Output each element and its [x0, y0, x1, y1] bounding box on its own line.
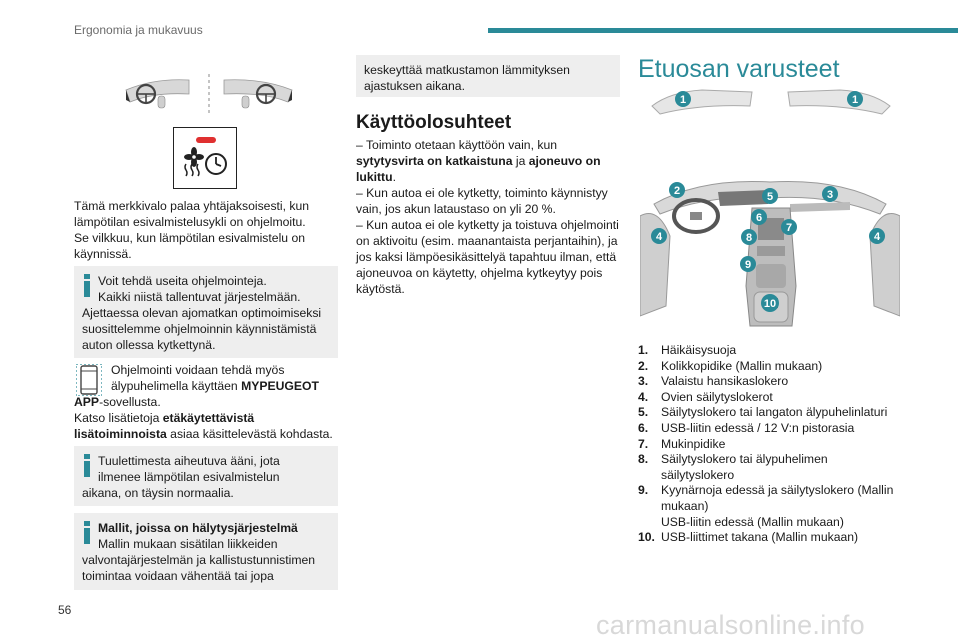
- callout-1-right: 1: [851, 94, 859, 106]
- list-item: 5. Säilytyslokero tai langaton älypuhelinlaturi: [638, 405, 888, 420]
- equipment-list: [638, 343, 908, 546]
- callout-10: 10: [763, 298, 777, 310]
- callout-4-left: 4: [655, 231, 663, 243]
- list-item: 1. Häikäisysuoja: [638, 343, 737, 357]
- list-item: 9. Kyynärnoja edessä ja säilytyslokero (Mallin mukaan) USB-liitin edessä (Mallin mukaan): [638, 483, 894, 529]
- list-item: 2. Kolikkopidike (Mallin mukaan): [638, 358, 823, 373]
- callout-6: 6: [755, 212, 763, 224]
- info-icon: [82, 454, 92, 478]
- steering-position-illustration: [124, 72, 294, 116]
- front-equipment-heading: Etuosan varusteet: [638, 55, 840, 83]
- info-icon: [82, 521, 92, 545]
- callout-8: 8: [745, 232, 753, 244]
- preconditioning-warning-lamp-icon: [173, 127, 237, 189]
- note-continuation: keskeyttää matkustamon lämmityksen ajastuksen aikana.: [356, 55, 620, 97]
- list-item: 4. Ovien säilytyslokerot: [638, 389, 773, 404]
- callout-2: 2: [673, 185, 681, 197]
- list-item: 6. USB-liitin edessä / 12 V:n pistorasia: [638, 420, 855, 435]
- list-item: 8. Säilytyslokero tai älypuhelimen säilytyslokero: [638, 452, 828, 482]
- lamp-description: Tämä merkkivalo palaa yhtäjaksoisesti, kun lämpötilan esivalmistelusykli on ohjelmoitu. Se vilkkuu, kun lämpötilan esivalmistelu on käynnissä.: [74, 199, 310, 261]
- callout-3: 3: [826, 189, 834, 201]
- callout-4-right: 4: [873, 231, 881, 243]
- info-note-alarm-models: Mallit, joissa on hälytysjärjestelmä Mallin mukaan sisätilan liikkeiden valvontajärjestelmän ja kallistustunnistimen toimintaa voidaan vähentää tai jopa: [74, 513, 338, 590]
- smartphone-app-note: Ohjelmointi voidaan tehdä myös älypuhelimella käyttäen MYPEUGEOT APP-sovellusta. Katso lisätietoja etäkäytettävistä lisätoiminnoista asiaa käsittelevästä kohdasta.: [74, 363, 333, 441]
- page-number: 56: [58, 603, 72, 617]
- watermark: carmanualsonline.info: [596, 610, 865, 640]
- list-item: 10. USB-liittimet takana (Mallin mukaan): [638, 530, 859, 545]
- smartphone-icon: [76, 364, 102, 396]
- list-item: 7. Mukinpidike: [638, 436, 726, 451]
- list-item: 3. Valaistu hansikaslokero: [638, 374, 789, 389]
- section-header: Ergonomia ja mukavuus: [74, 23, 203, 37]
- info-note-multiple-programs: Voit tehdä useita ohjelmointeja. Kaikki niistä tallentuvat järjestelmään. Ajettaessa olevan ajomatkan optimoimiseksi suosittelemme ohjelmoinnin käynnistämistä auton ollessa kytkettynä.: [74, 266, 338, 358]
- front-interior-illustration: [640, 86, 900, 332]
- operating-conditions-heading: Käyttöolosuhteet: [356, 112, 512, 133]
- header-accent-bar: [488, 28, 958, 33]
- info-note-fan-noise: Tuulettimesta aiheutuva ääni, jota ilmenee lämpötilan esivalmistelun aikana, on täysin normaalia.: [74, 446, 338, 506]
- callout-1-left: 1: [679, 94, 687, 106]
- callout-9: 9: [744, 259, 752, 271]
- callout-5: 5: [766, 191, 774, 203]
- operating-conditions-text: – Toiminto otetaan käyttöön vain, kun sytytysvirta on katkaistuna ja ajoneuvo on lukittu. – Kun autoa ei ole kytketty, toiminto käynnistyy vain, jos akun lataustaso on yli 20 %. – Kun autoa ei ole kytketty ja toistuva ohjelmointi on aktivoitu (esim. maanantaista perjantaihin), ja jos kaksi lämpöesikäsittelyä tapahtuu ilman, että ajoneuvoa on käytetty, ohjelma kytkeytyy pois käytöstä.: [356, 138, 619, 296]
- callout-7: 7: [785, 222, 793, 234]
- info-icon: [82, 274, 92, 298]
